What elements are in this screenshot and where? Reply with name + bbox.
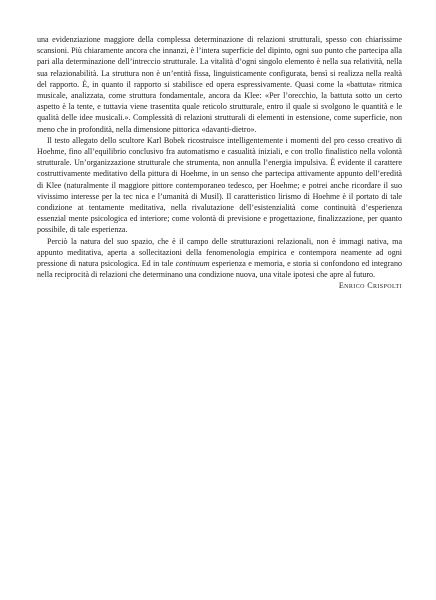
text-line: nica e l’umanità di Musil). Il caratteristico lirismo di Hoehme è il portato di tale condizione at — [37, 191, 403, 213]
text-line: struttura fondamentale, ancora da Klee: «Per l’orecchio, la battuta sotto un certo aspetto è la — [37, 91, 402, 112]
text-line: mente psicologica ed interiore; come volontà di previsione e progettazione, finalizzazione, per quanto — [68, 214, 403, 224]
text-line: Perciò la natura del suo spazio, che è il campo delle strutturazioni relazionali, non è immagi — [47, 236, 364, 246]
paragraph-1 — [37, 34, 402, 135]
emphasis: continuum — [175, 259, 210, 269]
author-signature: Enrico Crispolti — [338, 281, 402, 291]
text-line: Il testo allegato dello scultore Karl Bobek ricostruisce intelligentemente i momenti del pro — [47, 135, 345, 145]
text-line: chiarissime scansioni. Più chiaramente ancora che innanzi, è l’intera superficie del dipinto, ogni — [37, 35, 402, 56]
text-line: si stabilisce ed opera espressivamente. Quasi come la «battuta» ritmica musicale, analizzata, come — [37, 79, 402, 101]
text-line: singolo elemento è nella sua relatività, nella sua relazionabilità. La struttura non è un’entità fissa, — [37, 57, 402, 78]
paragraph-2 — [37, 135, 402, 236]
text-line: nuova, una vitale ipotesi che apre al futuro. — [235, 270, 376, 280]
text-line: una evidenziazione maggiore della complessa determinazione di relazioni strutturali, spesso con — [37, 35, 366, 44]
text-line: neamente ad ogni pressione di natura psicologica. Ed in tale continuum esperienza e memoria, e — [37, 247, 402, 269]
text-line: linguisticamente configurata, bensì si realizza nella realtà del rapporto. È, in quanto il rapporto — [37, 68, 402, 89]
text-line: storia si confondono ed integrano nella reciprocità di relazioni che determinano una condizione — [37, 259, 403, 280]
text-line: tentamente meditativa, nella rivalutazione dell’esistenzialità come continuità d’esperienza essenzial — [37, 203, 403, 224]
text-line: tente, e tuttavia viene trasentita quale reticolo strutturale, entro il quale si svolgono le quantità e — [77, 102, 397, 112]
text-line: le qualità delle idee musicali.». Complessità di relazioni strutturali di elementi in estensione, come — [37, 102, 403, 123]
text-line: nativa, ma appunto meditativa, aperta a sollecitazioni della fenomenologia empirica e contempora — [37, 236, 403, 257]
text-line: cesso creativo di Hoehme, fino all’equilibrio conclusivo fra automatismo e casualità iniziali, e con — [37, 135, 402, 157]
paragraph-3 — [37, 236, 402, 281]
text-line: superficie, non meno che in profondità, nella dimensione pittorica «davanti-dietro». — [37, 113, 403, 134]
text-line: trollo finalistico nella volontà strutturale. Un’organizzazione strutturale che strumenta, non annulla — [37, 147, 402, 168]
text-line: l’energia impulsiva. È evidente il carattere costruttivamente meditativo della pittura di Hoehme, — [37, 158, 402, 179]
text-line: in un senso che partecipa attivamente appunto dell’eredità di Klee (naturalmente il maggiore pittore — [37, 169, 402, 190]
text-line: possibile, di tale esperienza. — [37, 225, 128, 235]
text-line: contemporaneo tedesco, per Hoehme; e potrei anche ricordare il suo vivissimo interesse per la tec — [37, 180, 402, 201]
text-line: suo punto che partecipa alla pari alla determinazione dell’intreccio strutturale. La vitalità d’ogni — [37, 46, 402, 67]
essay-text — [37, 34, 402, 292]
